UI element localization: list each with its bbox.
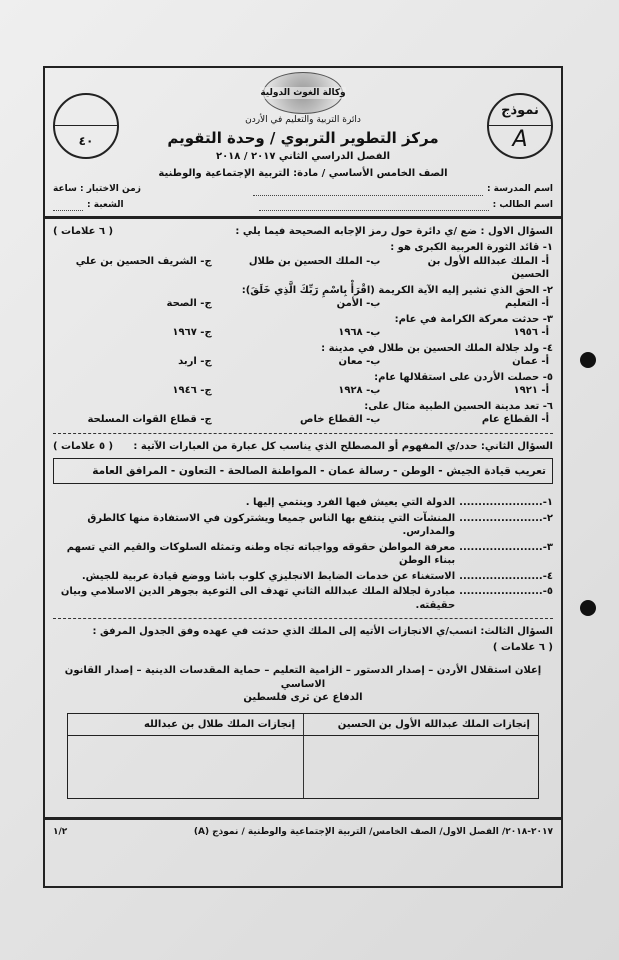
q2-item: [53, 570, 553, 584]
logo-text: وكالة الغوث الدولية: [260, 87, 346, 98]
item-text: مبادرة لجلالة الملك عبدالله الثاني تهدف الى التوعية بجوهر الدين الاسلامي وبيان حقيقته.: [60, 586, 456, 611]
answer-blank[interactable]: ......................: [459, 570, 543, 582]
department: دائرة التربية والتعليم في الأردن: [245, 115, 361, 125]
q1-option-b[interactable]: ب- ١٩٦٨: [338, 327, 381, 339]
q1-option-a[interactable]: أ- ١٩٢١: [513, 385, 549, 397]
q2-title: السؤال الثاني: حدد/ي المفهوم أو المصطلح الذي يناسب كل عبارة من العبارات الآتية :: [133, 440, 553, 452]
q1-option-c[interactable]: ج- ١٩٦٧: [172, 327, 212, 339]
q3-title: السؤال الثالث: انسب/ي الانجازات الأتيه إلى الملك الذي حدثت في عهده وفق الجدول المرفق :: [92, 626, 553, 638]
item-number: ٤-: [542, 570, 553, 582]
q1-option-b[interactable]: ب- معان: [338, 356, 381, 368]
answer-blank[interactable]: ......................: [459, 541, 543, 553]
item-number: ٥-: [542, 586, 553, 598]
q3-achievements-list-2: الدفاع عن ثرى فلسطين: [243, 692, 363, 704]
q1-option-b[interactable]: ب- الملك الحسين بن طلال: [248, 255, 381, 267]
q1-question: ٢- الحق الذي تشير إليه الآية الكريمة (اقْرَأْ بِاسْمِ رَبِّكَ الَّذِي خَلَقَ):: [241, 284, 553, 296]
marks-circle: [53, 93, 119, 159]
word-bank-box: [53, 458, 553, 484]
q1-question: ٥- حصلت الأردن على استقلالها عام:: [374, 371, 553, 383]
header-rule: [45, 216, 561, 219]
q2-item: [53, 512, 553, 539]
answer-cell-talal[interactable]: [68, 736, 303, 798]
section-field[interactable]: [53, 200, 83, 211]
item-number: ٢-: [542, 512, 553, 524]
school-field[interactable]: [253, 185, 483, 196]
model-value: A: [512, 127, 528, 153]
q1-option-c[interactable]: ج- اربد: [178, 356, 212, 368]
center-title: مركز التطوير التربوي / وحدة التقويم: [167, 129, 439, 148]
q3-achievements-list: إعلان استقلال الأردن – إصدار الدستور – الزامية التعليم – حماية المقدسات الدينية – إصدار القانون الاساسي: [64, 665, 542, 690]
punch-hole: [580, 600, 596, 616]
q1-option-c[interactable]: ج- الشريف الحسين بن علي: [75, 255, 212, 267]
student-field[interactable]: [259, 200, 489, 211]
page-number: ١/٢: [53, 827, 68, 838]
table-header-abdullah: إنجازات الملك عبدالله الأول بن الحسين: [303, 714, 538, 737]
achievements-table: [67, 713, 539, 800]
item-number: ٣-: [542, 541, 553, 553]
q1-question: ١- قائد الثورة العربية الكبرى هو :: [390, 242, 553, 254]
total-marks: ٤٠: [78, 134, 94, 149]
footer: [45, 817, 561, 838]
q2-marks: ( ٥ علامات ): [53, 440, 114, 452]
q1-option-a[interactable]: أ- ١٩٥٦: [513, 327, 549, 339]
header: [53, 72, 553, 180]
item-text: معرفة المواطن حقوقه وواجباته تجاه وطنه وتمثله السلوكات والقيم التي تسهم ببناء الوطن: [66, 541, 456, 567]
model-label: نموذج: [501, 103, 539, 119]
word-bank: تعريب قيادة الجيش - الوطن - رسالة عمان - المواطنة الصالحة - التعاون - المرافق العامة: [92, 465, 546, 478]
q1-option-c[interactable]: ج- الصحة: [166, 298, 212, 310]
school-label: اسم المدرسة :: [486, 184, 553, 195]
answer-blank[interactable]: ......................: [459, 586, 543, 598]
unrwa-logo: [260, 72, 346, 114]
student-label: اسم الطالب :: [492, 199, 553, 210]
q1-question: ٣- حدثت معركة الكرامة في عام:: [394, 313, 553, 325]
item-text: الدولة التي يعيش فيها الفرد وينتمي إليها .: [245, 497, 456, 509]
section-label: الشعبة :: [87, 199, 124, 210]
q1-question: ٤- ولد جلالة الملك الحسين بن طلال في مدينة :: [321, 342, 553, 354]
q1-option-a[interactable]: أ- عمان: [512, 356, 549, 368]
q1-option-c[interactable]: ج- ١٩٤٦: [172, 385, 212, 397]
q1-title: السؤال الاول : ضع /ي دائرة حول رمز الإجابه الصحيحة فيما يلي :: [235, 225, 553, 237]
time-label: زمن الاختبار : ساعة: [53, 184, 141, 195]
section-divider: [53, 618, 553, 619]
q1-option-b[interactable]: ب- ١٩٢٨: [338, 385, 381, 397]
item-text: المنشآت التي ينتفع بها الناس جميعا ويشتركون في الاستفادة منها كالطرق والمدارس.: [87, 512, 456, 538]
punch-hole: [580, 352, 596, 368]
q3-marks: ( ٦ علامات ): [492, 641, 553, 653]
q2-item: [53, 585, 553, 612]
q2-item: [53, 496, 553, 510]
q1-option-c[interactable]: ج- قطاع القوات المسلحة: [87, 414, 212, 426]
section-divider: [53, 433, 553, 434]
q1-marks: ( ٦ علامات ): [53, 225, 114, 237]
header-center: [127, 72, 479, 180]
q1-option-a[interactable]: أ- الملك عبدالله الأول بن الحسين: [427, 255, 549, 281]
q1-option-a[interactable]: أ- التعليم: [505, 298, 549, 310]
table-header-talal: إنجازات الملك طلال بن عبدالله: [68, 714, 303, 737]
semester: الفصل الدراسي الثاني ٢٠١٧ / ٢٠١٨: [215, 151, 391, 163]
item-text: الاستغناء عن خدمات الضابط الانجليزي كلوب باشا ووضع قيادة عربية للجيش.: [81, 570, 456, 582]
page-border: [43, 66, 563, 888]
model-circle: [487, 93, 553, 159]
q1-option-b[interactable]: ب- الأمن: [336, 298, 381, 310]
q1-question: ٦- تعد مدينة الحسين الطبية مثال على:: [364, 400, 553, 412]
subject: الصف الخامس الأساسي / مادة: التربية الإجتماعية والوطنية: [158, 167, 448, 179]
q2-item: [53, 541, 553, 568]
answer-blank[interactable]: ......................: [459, 512, 543, 524]
q1-option-a[interactable]: أ- القطاع عام: [481, 414, 549, 426]
answer-blank[interactable]: ......................: [459, 497, 543, 509]
answer-cell-abdullah[interactable]: [303, 736, 538, 798]
footer-text: ٢٠١٧-٢٠١٨/ الفصل الاول/ الصف الخامس/ التربية الإجتماعية والوطنية / نموذج (A): [193, 827, 553, 838]
item-number: ١-: [542, 497, 553, 509]
q1-option-b[interactable]: ب- القطاع خاص: [300, 414, 381, 426]
